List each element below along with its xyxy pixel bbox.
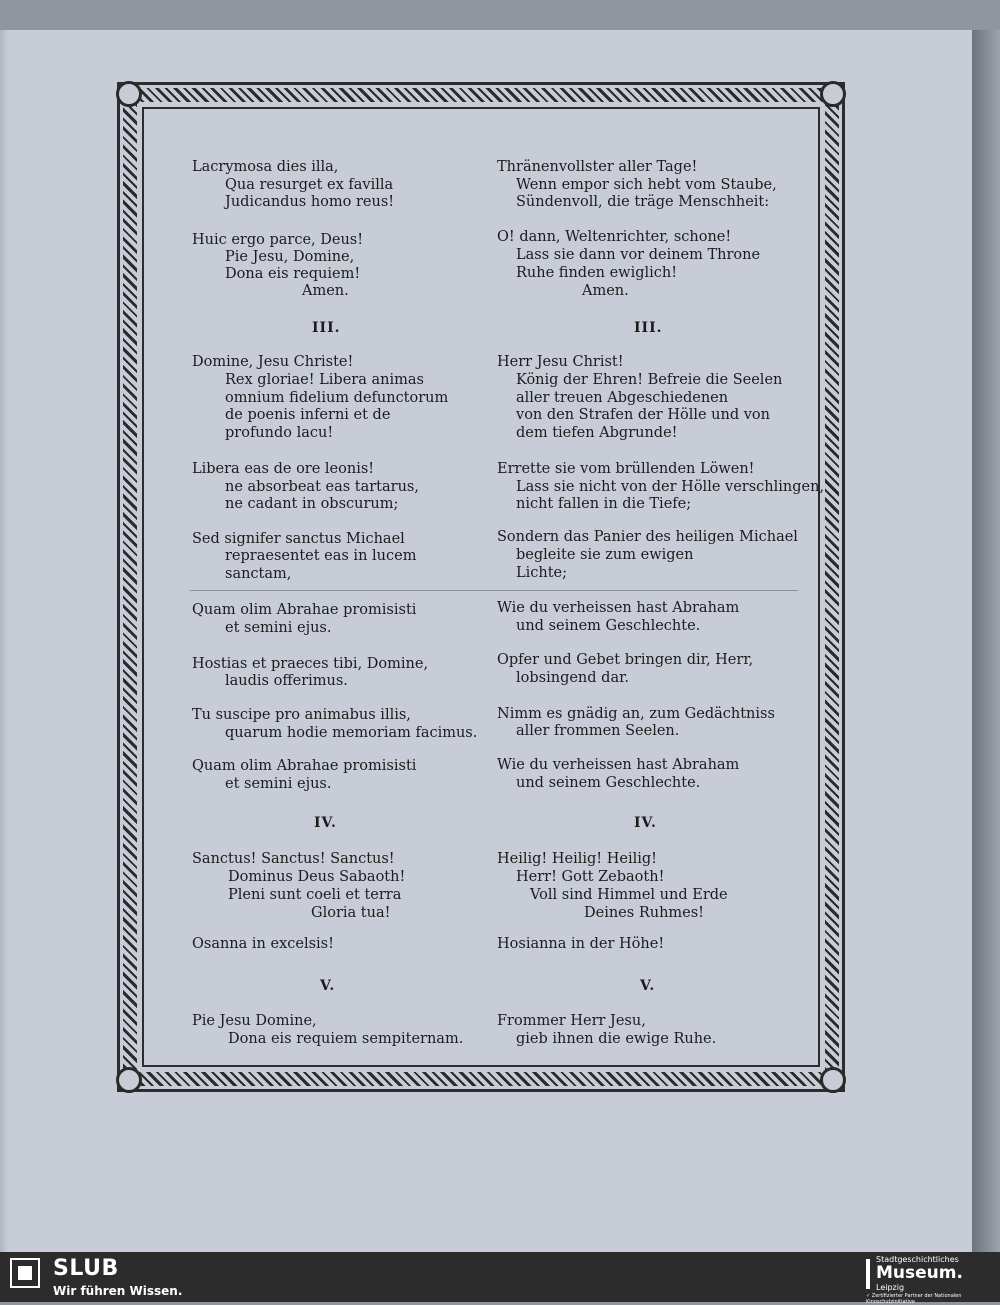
german-line: Sündenvoll, die träge Menschheit: <box>516 194 770 210</box>
show-through-rule <box>190 590 798 591</box>
latin-line: ne cadant in obscurum; <box>225 496 399 512</box>
latin-line: Sanctus! Sanctus! Sanctus! <box>192 851 395 867</box>
german-line: lobsingend dar. <box>516 670 630 686</box>
german-line: Voll sind Himmel und Erde <box>530 887 728 903</box>
latin-line: Domine, Jesu Christe! <box>192 354 354 370</box>
german-line: gieb ihnen die ewige Ruhe. <box>516 1031 717 1047</box>
german-line: begleite sie zum ewigen <box>516 547 694 563</box>
german-line: dem tiefen Abgrunde! <box>516 425 678 441</box>
latin-line: Lacrymosa dies illa, <box>192 159 339 175</box>
latin-line: Pleni sunt coeli et terra <box>228 887 402 903</box>
german-line: Heilig! Heilig! Heilig! <box>497 851 657 867</box>
german-line: und seinem Geschlechte. <box>516 618 701 634</box>
german-line: Sondern das Panier des heiligen Michael <box>497 529 798 545</box>
german-line: Amen. <box>582 283 629 299</box>
german-line: O! dann, Weltenrichter, schone! <box>497 229 732 245</box>
latin-line: profundo lacu! <box>225 425 334 441</box>
library-name: SLUB <box>53 1256 119 1281</box>
german-line: Herr Jesu Christ! <box>497 354 624 370</box>
slub-logo-icon <box>10 1258 40 1288</box>
german-line: Herr! Gott Zebaoth! <box>516 869 665 885</box>
museum-certification: ✓ Zertifizierter Partner der Nationalen Kinoschutzinitiative <box>866 1293 962 1305</box>
latin-line: ne absorbeat eas tartarus, <box>225 479 419 495</box>
german-line: König der Ehren! Befreie die Seelen <box>516 372 783 388</box>
latin-line: Hostias et praeces tibi, Domine, <box>192 656 429 672</box>
german-line: Hosianna in der Höhe! <box>497 936 665 952</box>
latin-line: Sed signifer sanctus Michael <box>192 531 405 547</box>
museum-label: Stadtgeschichtliches <box>876 1255 959 1264</box>
latin-line: Huic ergo parce, Deus! <box>192 232 364 248</box>
german-line: Nimm es gnädig an, zum Gedächtniss <box>497 706 775 722</box>
museum-logo-icon <box>866 1259 870 1289</box>
german-line: Lichte; <box>516 565 568 581</box>
german-line: von den Strafen der Hölle und von <box>516 407 770 423</box>
section-heading: III. <box>634 320 663 336</box>
german-line: Wie du verheissen hast Abraham <box>497 757 740 773</box>
german-line: Errette sie vom brüllenden Löwen! <box>497 461 755 477</box>
latin-line: quarum hodie memoriam facimus. <box>225 725 478 741</box>
latin-line: Amen. <box>302 283 349 299</box>
latin-line: Dona eis requiem! <box>225 266 361 282</box>
latin-line: Quam olim Abrahae promisisti <box>192 758 417 774</box>
latin-line: Libera eas de ore leonis! <box>192 461 375 477</box>
footer-bar <box>0 1252 1000 1305</box>
section-heading: IV. <box>634 815 657 831</box>
museum-name: Museum. <box>876 1263 963 1283</box>
latin-line: Dona eis requiem sempiternam. <box>228 1031 464 1047</box>
latin-line: Qua resurget ex favilla <box>225 177 394 193</box>
latin-line: laudis offerimus. <box>225 673 348 689</box>
latin-line: Pie Jesu, Domine, <box>225 249 355 265</box>
library-tagline: Wir führen Wissen. <box>53 1284 183 1298</box>
german-line: Lass sie dann vor deinem Throne <box>516 247 761 263</box>
latin-line: et semini ejus. <box>225 620 332 636</box>
latin-line: Judicandus homo reus! <box>225 194 395 210</box>
museum-city: Leipzig <box>876 1283 905 1292</box>
latin-line: Tu suscipe pro animabus illis, <box>192 707 411 723</box>
latin-line: sanctam, <box>225 566 292 582</box>
german-line: Ruhe finden ewiglich! <box>516 265 678 281</box>
latin-line: Dominus Deus Sabaoth! <box>228 869 406 885</box>
latin-line: Osanna in excelsis! <box>192 936 334 952</box>
german-line: Frommer Herr Jesu, <box>497 1013 646 1029</box>
latin-line: et semini ejus. <box>225 776 332 792</box>
latin-line: Pie Jesu Domine, <box>192 1013 317 1029</box>
german-line: Wenn empor sich hebt vom Staube, <box>516 177 777 193</box>
german-line: Lass sie nicht von der Hölle verschlingen, <box>516 479 825 495</box>
german-line: und seinem Geschlechte. <box>516 775 701 791</box>
german-line: aller frommen Seelen. <box>516 723 680 739</box>
german-line: Opfer und Gebet bringen dir, Herr, <box>497 652 754 668</box>
german-line: Wie du verheissen hast Abraham <box>497 600 740 616</box>
german-line: aller treuen Abgeschiedenen <box>516 390 729 406</box>
latin-line: Quam olim Abrahae promisisti <box>192 602 417 618</box>
german-line: Thränenvollster aller Tage! <box>497 159 698 175</box>
latin-line: omnium fidelium defunctorum <box>225 390 449 406</box>
section-heading: V. <box>320 978 336 994</box>
german-line: nicht fallen in die Tiefe; <box>516 496 692 512</box>
latin-line: Gloria tua! <box>311 905 391 921</box>
latin-line: de poenis inferni et de <box>225 407 391 423</box>
section-heading: IV. <box>314 815 337 831</box>
latin-line: repraesentet eas in lucem <box>225 548 417 564</box>
section-heading: III. <box>312 320 341 336</box>
german-line: Deines Ruhmes! <box>584 905 705 921</box>
latin-line: Rex gloriae! Libera animas <box>225 372 424 388</box>
section-heading: V. <box>640 978 656 994</box>
